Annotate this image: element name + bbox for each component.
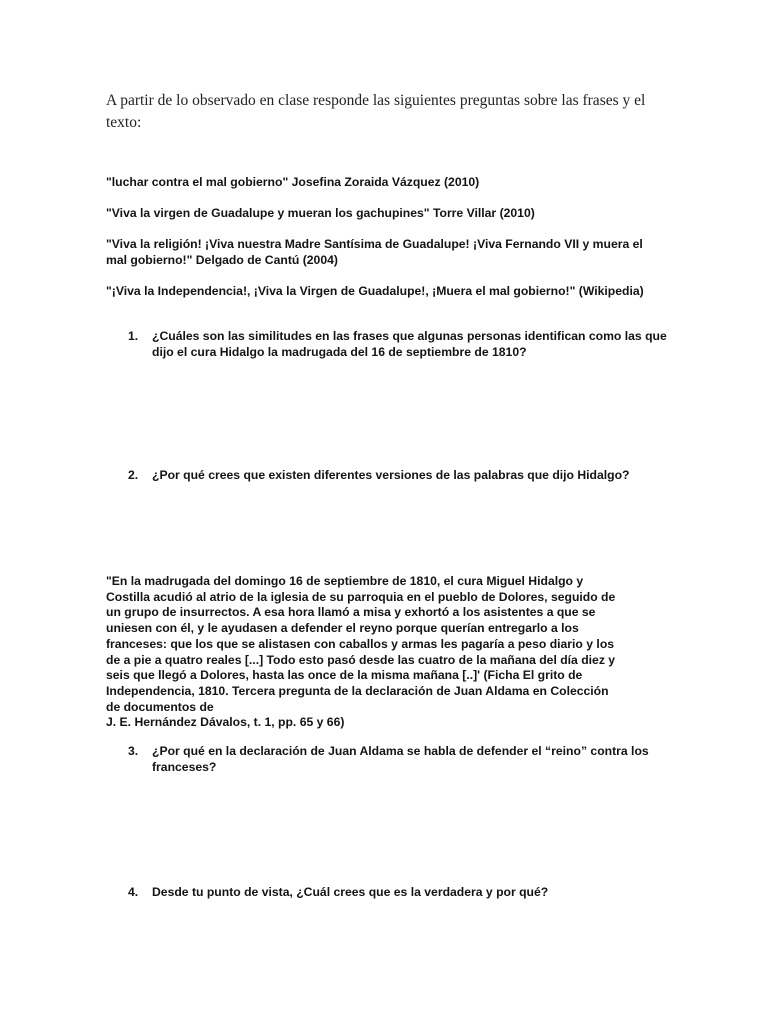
question-number: 4. bbox=[128, 885, 139, 899]
quote-delgado-de-cantu: "Viva la religión! ¡Viva nuestra Madre Santísima de Guadalupe! ¡Viva Fernando VII y muera el mal gobierno!" Delgado de Cantú (2004) bbox=[106, 237, 643, 267]
question-1 bbox=[128, 328, 668, 360]
passage-line: J. E. Hernández Dávalos, t. 1, pp. 65 y 66) bbox=[106, 715, 345, 730]
quote-vazquez: "luchar contra el mal gobierno" Josefina Zoraida Vázquez (2010) bbox=[106, 175, 480, 189]
instructions-text: A partir de lo observado en clase responde las siguientes preguntas sobre las frases y el texto: bbox=[106, 92, 646, 131]
passage-line: Costilla acudió al atrio de la iglesia de su parroquia en el pueblo de Dolores, seguido de bbox=[106, 589, 616, 604]
question-3 bbox=[128, 743, 668, 775]
quote-torre-villar: "Viva la virgen de Guadalupe y mueran los gachupines" Torre Villar (2010) bbox=[106, 206, 535, 220]
question-text: ¿Cuáles son las similitudes en las frases que algunas personas identifican como las que dijo el cura Hidalgo la madrugada del 16 de septiembre de 1810? bbox=[152, 329, 667, 359]
passage-line: seis que llegó a Dolores, hasta las once de la misma mañana [..]' (Ficha El grito de bbox=[106, 668, 583, 683]
passage-line: un grupo de insurrectos. A esa hora llamó a misa y exhortó a los asistentes a que se bbox=[106, 605, 596, 620]
question-number: 3. bbox=[128, 744, 139, 758]
passage-line: "En la madrugada del domingo 16 de septiembre de 1810, el cura Miguel Hidalgo y bbox=[106, 574, 584, 588]
question-text: ¿Por qué crees que existen diferentes versiones de las palabras que dijo Hidalgo? bbox=[152, 468, 630, 482]
question-number: 2. bbox=[128, 468, 139, 482]
passage-line: uniesen con él, y le ayudasen a defender el reyno porque querían entregarlo a los bbox=[106, 621, 579, 636]
passage-line: de documentos de bbox=[106, 699, 214, 714]
passage-line: franceses: que los que se alistasen con caballos y armas les pagaría a peso diario y los bbox=[106, 636, 615, 651]
question-number: 1. bbox=[128, 329, 139, 343]
passage-line: de a pie a quatro reales [...] Todo esto pasó desde las cuatro de la mañana del día diez y bbox=[106, 652, 616, 667]
question-text: ¿Por qué en la declaración de Juan Aldama se habla de defender el “reino” contra los franceses? bbox=[152, 744, 649, 774]
question-text: Desde tu punto de vista, ¿Cuál crees que es la verdadera y por qué? bbox=[152, 885, 549, 899]
question-4 bbox=[128, 884, 668, 900]
aldama-declaration-passage bbox=[106, 574, 668, 731]
passage-line: Independencia, 1810. Tercera pregunta de la declaración de Juan Aldama en Colección bbox=[106, 683, 609, 698]
quote-wikipedia: "¡Viva la Independencia!, ¡Viva la Virgen de Guadalupe!, ¡Muera el mal gobierno!" (Wikipedia) bbox=[106, 284, 644, 298]
question-2 bbox=[128, 467, 668, 483]
